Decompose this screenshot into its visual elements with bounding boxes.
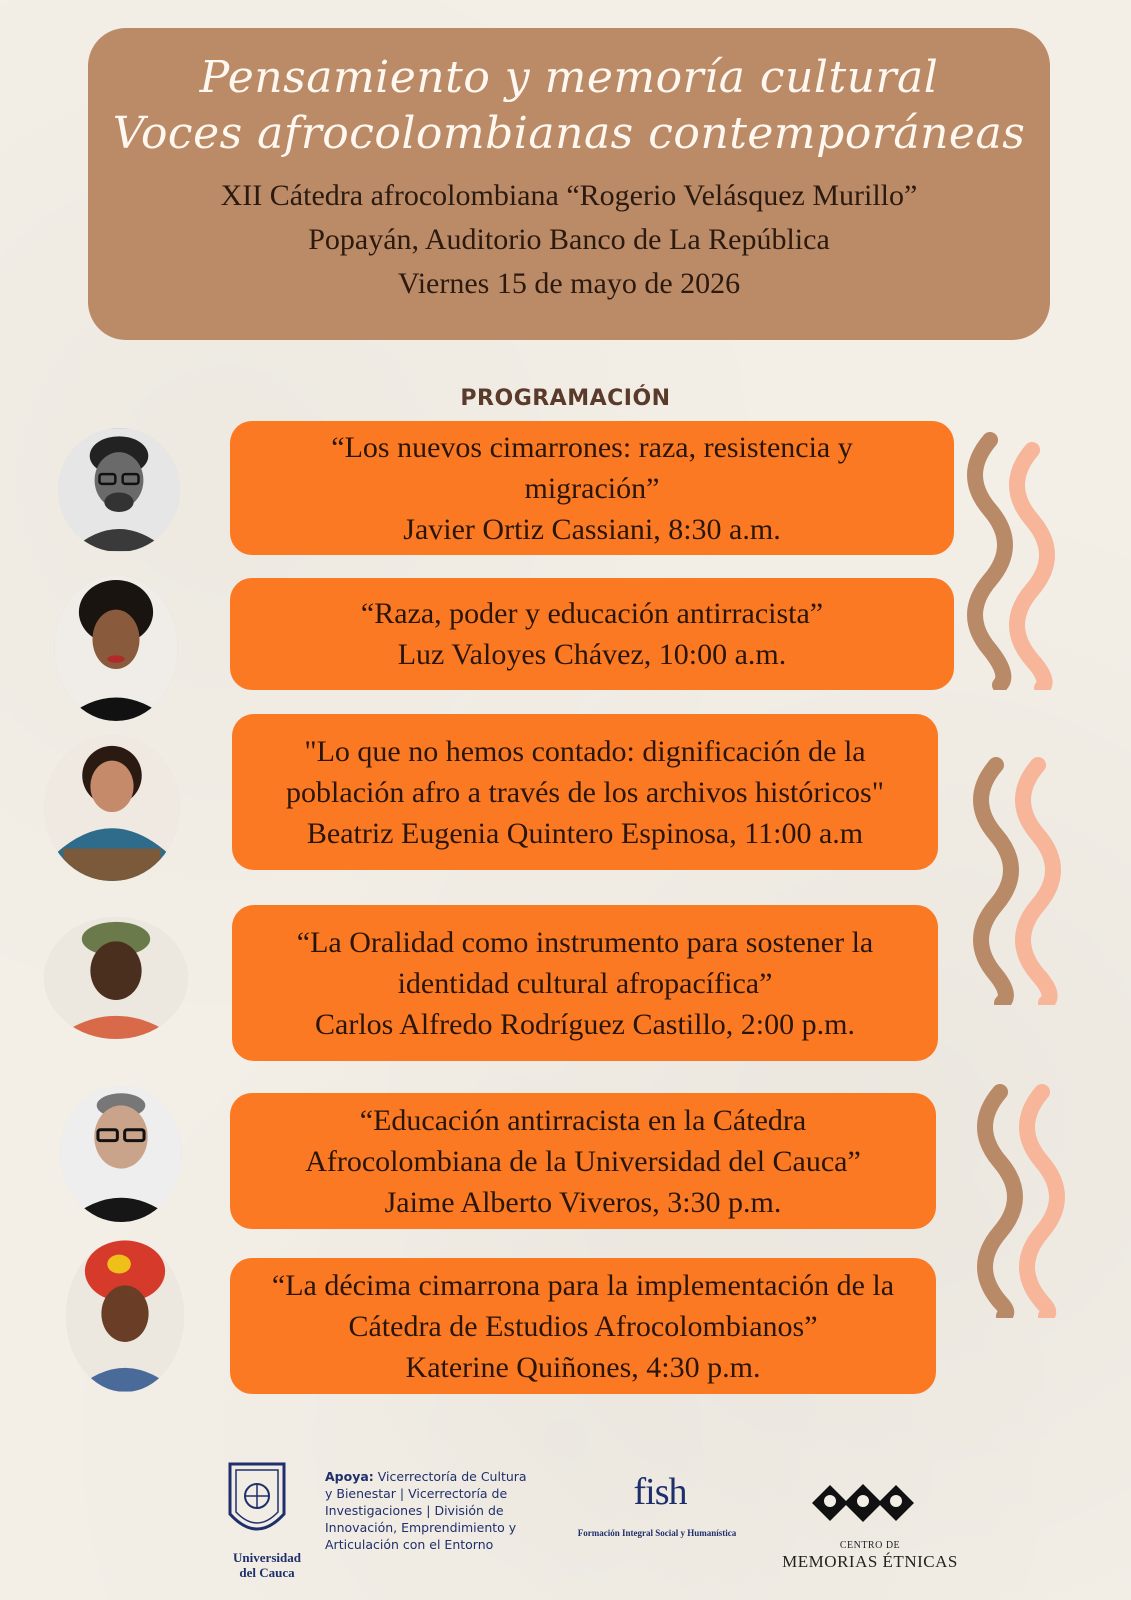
apoya-label: Apoya: bbox=[325, 1469, 374, 1484]
speaker-photo-2 bbox=[54, 575, 178, 721]
talk-title-line: identidad cultural afropacífica” bbox=[397, 966, 773, 1000]
event-subtitle-date: Viernes 15 de mayo de 2026 bbox=[397, 267, 741, 300]
program-item-6 bbox=[230, 1258, 936, 1394]
speaker-photo-1 bbox=[58, 428, 180, 552]
talk-title-line: “Educación antirracista en la Cátedra bbox=[359, 1103, 807, 1137]
university-name-line-1: Universidad bbox=[233, 1550, 301, 1565]
memorias-etnicas-logo-icon bbox=[808, 1470, 918, 1536]
talk-title-line: “La Oralidad como instrumento para sostener la bbox=[296, 925, 874, 959]
person-icon bbox=[44, 735, 180, 881]
centro-label-large: MEMORIAS ÉTNICAS bbox=[782, 1552, 958, 1571]
talk-title-line: “La décima cimarrona para la implementación de la bbox=[271, 1268, 895, 1302]
talk-speaker: Beatriz Eugenia Quintero Espinosa, 11:00 a.m bbox=[306, 816, 864, 850]
talk-speaker: Carlos Alfredo Rodríguez Castillo, 2:00 p.m. bbox=[315, 1007, 855, 1041]
talk-title-line: Cátedra de Estudios Afrocolombianos” bbox=[348, 1309, 818, 1343]
speaker-photo-6 bbox=[66, 1240, 184, 1392]
person-icon bbox=[58, 428, 180, 552]
fish-subtitle: Formación Integral Social y Humanística bbox=[577, 1528, 737, 1538]
university-seal-icon bbox=[222, 1458, 292, 1546]
program-item-1 bbox=[230, 421, 954, 555]
person-icon bbox=[66, 1240, 184, 1392]
talk-speaker: Katerine Quiñones, 4:30 p.m. bbox=[405, 1350, 761, 1384]
talk-speaker: Javier Ortiz Cassiani, 8:30 a.m. bbox=[403, 512, 781, 546]
centro-label-small: CENTRO DE bbox=[839, 1540, 901, 1551]
header-banner bbox=[88, 28, 1050, 340]
program-item-5 bbox=[230, 1093, 936, 1229]
talk-title-line: “Raza, poder y educación antirracista” bbox=[360, 597, 824, 630]
speaker-photo-3 bbox=[44, 735, 180, 881]
talk-title-line: población afro a través de los archivos históricos" bbox=[286, 775, 884, 809]
talk-speaker: Luz Valoyes Chávez, 10:00 a.m. bbox=[397, 638, 787, 671]
speaker-photo-5 bbox=[60, 1086, 182, 1222]
event-subtitle-venue: Popayán, Auditorio Banco de La República bbox=[308, 223, 830, 256]
university-name-line-2: del Cauca bbox=[239, 1565, 295, 1580]
person-icon bbox=[44, 917, 188, 1039]
program-item-3 bbox=[232, 714, 938, 870]
talk-speaker: Jaime Alberto Viveros, 3:30 p.m. bbox=[384, 1185, 782, 1219]
program-heading: PROGRAMACIÓN bbox=[460, 386, 671, 411]
program-item-2 bbox=[230, 578, 954, 690]
program-item-4 bbox=[232, 905, 938, 1061]
event-title-line-1: Pensamiento y memoría cultural bbox=[199, 52, 939, 103]
event-title-line-2: Voces afrocolombianas contemporáneas bbox=[112, 108, 1026, 159]
person-icon bbox=[54, 575, 178, 721]
talk-title-line: migración” bbox=[524, 471, 660, 505]
fish-logo: fish bbox=[633, 1471, 687, 1513]
talk-title-line: Afrocolombiana de la Universidad del Cauca” bbox=[305, 1144, 861, 1178]
university-name bbox=[212, 1550, 322, 1580]
person-icon bbox=[60, 1086, 182, 1222]
speaker-photo-4 bbox=[44, 917, 188, 1039]
apoya-text: Vicerrectoría de Cultura y Bienestar | Vicerrectoría de Investigaciones | División de Innovación, Emprendimiento y Articulación con el Entorno bbox=[325, 1469, 527, 1552]
event-subtitle-catedra: XII Cátedra afrocolombiana “Rogerio Velásquez Murillo” bbox=[220, 179, 918, 212]
wave-decoration bbox=[970, 1082, 1080, 1318]
talk-title-line: “Los nuevos cimarrones: raza, resistencia y bbox=[331, 430, 853, 464]
wave-decoration bbox=[966, 755, 1076, 1005]
talk-title-line: "Lo que no hemos contado: dignificación de la bbox=[304, 734, 866, 768]
wave-decoration bbox=[960, 430, 1070, 690]
support-credits bbox=[325, 1468, 535, 1553]
